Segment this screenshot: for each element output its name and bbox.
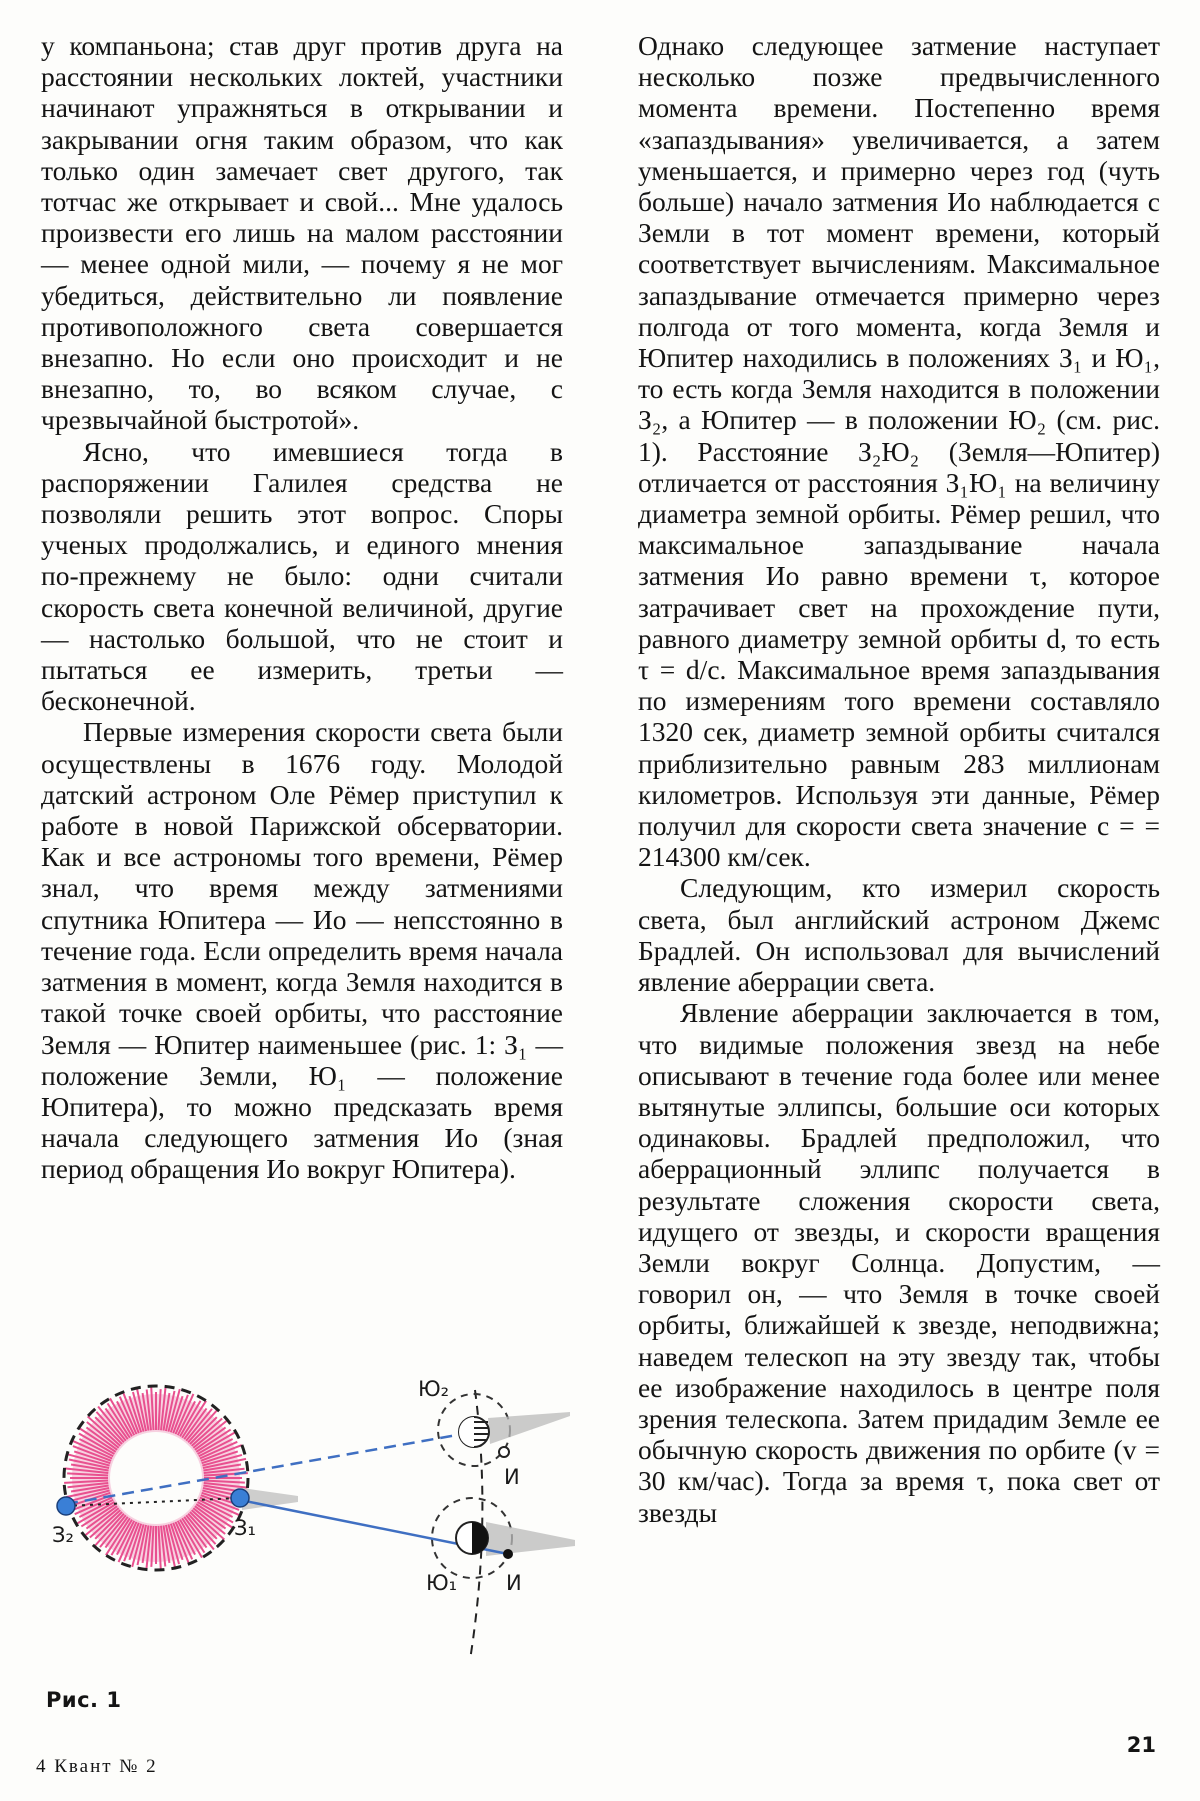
earth-1 (231, 1489, 249, 1507)
paragraph: Следующим, кто измерил скорость света, был английский астроном Джемс Брадлей. Он использовал для вычислений явление аберрации света. (638, 872, 1160, 998)
magazine-footer: 4 Квант № 2 (36, 1756, 158, 1777)
jupiter-1 (456, 1522, 488, 1554)
sun (110, 1432, 202, 1524)
label-jupiter-2: Ю₂ (418, 1377, 450, 1401)
earth-2 (57, 1497, 75, 1515)
io-1 (503, 1549, 513, 1559)
figure-caption: Рис. 1 (46, 1688, 122, 1712)
figure-romer-orbit-diagram (30, 1370, 590, 1670)
label-jupiter-1: Ю₁ (426, 1571, 458, 1595)
jupiter-shadow-2 (488, 1412, 570, 1444)
page-number: 21 (1126, 1733, 1156, 1757)
right-column (638, 30, 1160, 1528)
label-io-2: И (504, 1465, 520, 1489)
paragraph: Однако следующее затмение наступает несколько позже предвычисленного момента времени. Постепенно время «запаздывания» увеличивается, а затем уменьшается, и примерно через год (чуть больше) начало затмения Ио наблюдается с Земли в тот момент времени, который соответствует вычислениям. Максимальное запаздывание отмечается примерно через полгода от того момента, когда Земля и Юпитер находились в положениях З₁ и Ю₁, то есть когда Земля находится в положении З₂, а Юпитер — в положении Ю₂ (см. рис. 1). Расстояние З₂Ю₂ (Земля—Юпитер) отличается от расстояния З₁Ю₁ на величину диаметра земной орбиты. Рёмер решил, что максимальное запаздывание начала затмения Ио равно времени τ, которое затрачивает свет на прохождение пути, равного диаметру земной орбиты d, то есть τ = d/c. Максимальное время запаздывания по измерениям того времени составляло 1320 сек, диаметр земной орбиты считался приблизительно равным 283 миллионам километров. Используя эти данные, Рёмер получил для скорости света значение c = = 214300 км/сек. (638, 30, 1160, 873)
io-2 (499, 1447, 509, 1457)
label-earth-2: З₂ (52, 1523, 74, 1547)
left-column (41, 30, 563, 1185)
label-io-1: И (506, 1571, 522, 1595)
jupiter-shadow-1 (486, 1522, 575, 1556)
paragraph: Ясно, что имевшиеся тогда в распоряжении Галилея средства не позволяли решить этот вопрос. Споры ученых продолжались, и единого мнения по-прежнему не было: одни считали скорость света конечной величиной, другие — настолько большой, что не стоит и пытаться ее измерить, третьи — бесконечной. (41, 435, 563, 717)
jupiter-2 (459, 1417, 489, 1447)
paragraph: Явление аберрации заключается в том, что видимые положения звезд на небе описывают в течение года более или менее вытянутые эллипсы, большие оси которых одинаковы. Брадлей предположил, что аберрационный эллипс получается в результате сложения скорости света, идущего от звезды, и скорости вращения Земли вокруг Солнца. Допустим, — говорил он, — что Земля в точке своей орбиты, ближайшей к звезде, неподвижна; наведем телескоп на эту звезду так, чтобы ее изображение находилось в центре поля зрения телескопа. Затем придадим Земле ее обычную скорость движения по орбите (v = 30 км/час). Тогда за время τ, пока свет от звезды (638, 997, 1160, 1528)
label-earth-1: З₁ (234, 1516, 256, 1540)
paragraph: у компаньона; став друг против друга на расстоянии нескольких локтей, участники начинают упражняться в открывании и закрывании огня таким образом, что как только один замечает свет другого, так тотчас же открывает и свой... Мне удалось произвести его лишь на малом расстоянии — менее одной мили, — почему я не мог убедиться, действительно ли появление противоположного света совершается внезапно. Но если оно происходит и не внезапно, то, во всяком случае, с чрезвычайной быстротой». (41, 30, 563, 436)
paragraph: Первые измерения скорости света были осуществлены в 1676 году. Молодой датский астроном Оле Рёмер приступил к работе в новой Парижской обсерватории. Как и все астрономы того времени, Рёмер знал, что время между затмениями спутника Юпитера — Ио — непсстоянно в течение года. Если определить время начала затмения в момент, когда Земля находится в такой точке своей орбиты, что расстояние Земля — Юпитер наименьшее (рис. 1: З₁ — положение Земли, Ю₁ — положение Юпитера), то можно предсказать время начала следующего затмения Ио (зная период обращения Ио вокруг Юпитера). (41, 716, 563, 1185)
